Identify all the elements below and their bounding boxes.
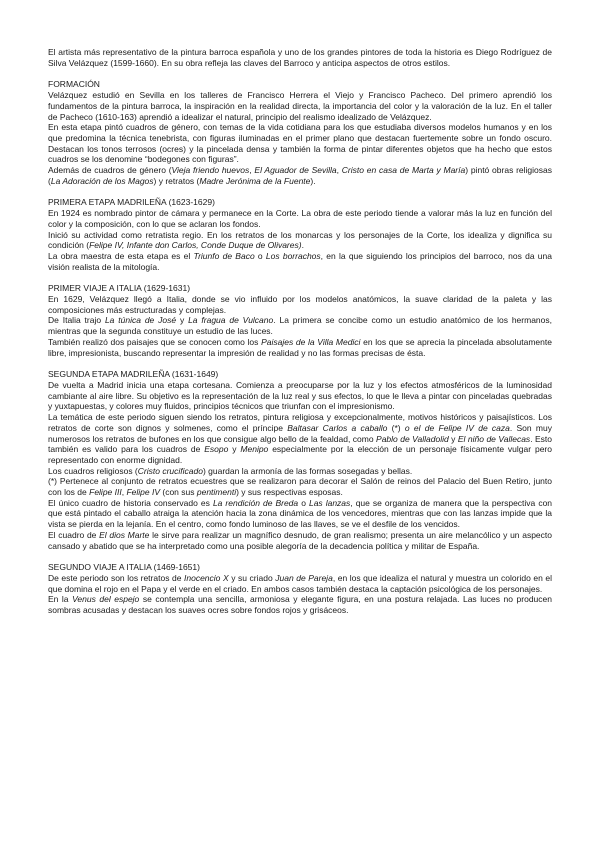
section-paragraph <box>48 315 552 336</box>
section-paragraph <box>48 337 552 358</box>
section-paragraph <box>48 294 552 315</box>
section-3 <box>48 283 552 358</box>
text-run: o <box>298 497 309 508</box>
text-run: (con sus <box>160 487 197 498</box>
text-run: ). <box>310 175 316 186</box>
section-5 <box>48 562 552 616</box>
artwork-title: El niño de Vallecas <box>457 433 531 444</box>
section-paragraph <box>48 573 552 594</box>
artwork-title: Baltasar Carlos a caballo <box>287 422 388 433</box>
section-heading: SEGUNDA ETAPA MADRILEÑA (1631-1649) <box>48 369 219 380</box>
artwork-title: Inocencio X <box>184 572 229 583</box>
text-run: El único cuadro de historia conservado es <box>48 497 213 508</box>
artwork-title: Esopo <box>204 444 229 455</box>
text-run: (*) <box>387 422 405 433</box>
artwork-title: Las lanzas <box>308 497 351 508</box>
section-paragraph <box>48 165 552 186</box>
text-run: Velázquez estudió en Sevilla en los talleres de Francisco Herrera el Viejo y Francisco Pacheco. Del primero aprendió los fundamentos de la pintura barroca, la inspiración en la realidad directa, la importancia del color y la valoración de la luz. En el taller de Pacheco (1610-163) aprendió a idealizar el natural, principio del realismo idealizado de Velázquez. <box>48 90 552 122</box>
artwork-title: Juan de Pareja <box>275 572 333 583</box>
text-run: Además de cuadros de género ( <box>48 165 172 176</box>
artwork-title: Felipe IV <box>126 487 161 498</box>
section-paragraph <box>48 90 552 122</box>
artwork-title: Felipe IV, Infante don Carlos, Conde Duque de Olivares) <box>89 240 302 251</box>
text-run: en los que se aprecia la pincelada absolutamente libre, impresionista, buscando representar la impresión de realidad y no las formas precisas de ésta. <box>48 336 552 358</box>
artwork-title: El dios Marte <box>99 529 150 540</box>
section-paragraph <box>48 380 552 412</box>
text-run: El cuadro de <box>48 529 100 540</box>
text-run: En la <box>48 594 73 605</box>
section-heading: FORMACIÓN <box>48 79 100 90</box>
text-run: De Italia trajo <box>48 315 105 326</box>
text-run: Inició su actividad como retratista regio. En los retratos de los monarcas y los personajes de la Corte, los idealiza y dignifica su condición ( <box>48 229 552 251</box>
section-paragraph <box>48 476 552 497</box>
artwork-title: Vieja friendo huevos <box>171 165 250 176</box>
section-heading: SEGUNDO VIAJE A ITALIA (1469-1651) <box>48 562 200 573</box>
artwork-title: La fragua de Vulcano <box>188 315 274 326</box>
text-run: . Son muy numerosos los retratos de bufones en los que consigue algo bello de la fealdad, como <box>48 422 552 444</box>
artwork-title: pentimenti <box>196 487 237 498</box>
text-run: y <box>448 433 458 444</box>
artwork-title: Felipe III <box>89 487 122 498</box>
section-paragraph <box>48 466 552 477</box>
text-run: ) guardan la armonía de las formas sosegadas y bellas. <box>202 465 413 476</box>
artwork-title: Cristo crucificado <box>137 465 203 476</box>
text-run: y su criado <box>228 572 276 583</box>
text-run: En esta etapa pintó cuadros de género, con temas de la vida cotidiana para los que estudiaba diversos modelos humanos y en los que predomina la técnica tenebrista, con figuras iluminadas en el primer plano que destacan fuertemente sobre un fondo oscuro. Destacan los tonos terrosos (ocres) y la pincelada densa y también la forma de pintar diferentes objetos que ha hecho que estos cuadros se los denomine “bodegones con figuras”. <box>48 122 552 165</box>
text-run: ) y retratos ( <box>153 175 200 186</box>
text-run: o <box>254 250 266 261</box>
section-spacer <box>48 68 552 79</box>
text-run: La obra maestra de esta etapa es el <box>48 250 194 261</box>
text-run: De este periodo son los retratos de <box>48 572 185 583</box>
artwork-title: Cristo en casa de Marta y María <box>341 165 466 176</box>
artwork-title: El Aguador de Sevilla <box>254 165 337 176</box>
section-paragraph <box>48 251 552 272</box>
text-run: especialmente por la elección de un personaje físicamente vulgar pero representado con enorme dignidad. <box>48 444 552 465</box>
section-heading: PRIMERA ETAPA MADRILEÑA (1623-1629) <box>48 197 215 208</box>
artwork-title: La Adoración de los Magos <box>50 175 154 186</box>
section-2 <box>48 197 552 272</box>
artwork-title: Menipo <box>240 444 269 455</box>
text-run: Los cuadros religiosos ( <box>48 465 138 476</box>
text-run: La temática de este periodo siguen siendo los retratos, pintura religiosa y excepcionalmente, motivos históricos y paisajísticos. Los retratos de corte son dignos y solmenes, como el príncipe <box>48 412 552 433</box>
artwork-title: La rendición de Breda <box>212 497 299 508</box>
section-paragraph <box>48 208 552 229</box>
intro-paragraph: El artista más representativo de la pintura barroca española y uno de los grandes pintores de toda la historia es Diego Rodríguez de Silva Velázquez (1599-1660). En su obra refleja las claves del Barroco y anticipa aspectos de otros estilos. <box>48 47 552 68</box>
section-1 <box>48 79 552 186</box>
artwork-title: Venus del espejo <box>72 594 140 605</box>
text-run: ) y sus respectivas esposas. <box>236 487 343 498</box>
section-paragraph <box>48 530 552 551</box>
section-paragraph <box>48 122 552 165</box>
text-run: . <box>301 240 304 251</box>
artwork-title: La túnica de José <box>104 315 177 326</box>
text-run: (*) Pertenece al conjunto de retratos ecuestres que se realizaron para decorar el Salón de reinos del Palacio del Buen Retiro, junto con los de <box>48 476 552 498</box>
text-run: , en la que siguiendo los principios del barroco, nos da una visión realista de la mitología. <box>48 250 552 272</box>
artwork-title: o el de Felipe IV de caza <box>404 422 510 433</box>
section-heading: PRIMER VIAJE A ITALIA (1629-1631) <box>48 283 191 294</box>
section-paragraph <box>48 498 552 530</box>
text-run: , <box>121 487 127 498</box>
text-run: , <box>249 165 255 176</box>
section-paragraph <box>48 594 552 615</box>
text-run: También realizó dos paisajes que se conocen como los <box>48 336 262 347</box>
section-paragraph <box>48 230 552 251</box>
text-run: se contempla una sencilla, armoniosa y elegante figura, en una postura relajada. Las luces no producen sombras acusadas y destacan los suaves ocres sobre fondos rojos y grisáceos. <box>48 594 552 616</box>
section-spacer <box>48 186 552 197</box>
text-run: , que se organiza de manera que la perspectiva con que está pintado el caballo atraiga la atención hacia la zona dinámica de los vencedores, mientras que con las lanzas impide que la vista se pierda en la lejanía. En el centro, como fondo luminoso de las llaves, se ve el desfile de los vencidos. <box>48 497 553 530</box>
text-run: , <box>336 165 342 176</box>
text-run: le sirve para realizar un magnífico desnudo, de gran realismo; presenta un aire melancólico y un aspecto cansado y abatido que se ha interpretado como una posible alegoría de la decadencia política y militar de España. <box>48 529 552 551</box>
section-paragraph <box>48 412 552 466</box>
artwork-title: Los borrachos <box>265 250 321 261</box>
text-run: , en los que idealiza el natural y muestra un colorido en el que domina el rojo en el Papa y el verde en el criado. En ambos casos también destaca la captación psicológica de los personajes. <box>48 572 552 594</box>
text-run: . La primera se concibe como un estudio anatómico de los hermanos, mientras que la segunda constituye un estudio de las luces. <box>48 315 552 337</box>
section-spacer <box>48 551 552 562</box>
text-run: De vuelta a Madrid inicia una etapa cortesana. Comienza a preocuparse por la luz y los efectos atmosféricos de la luminosidad cambiante al aire libre. Su objetivo es la representación de la luz real y sus efectos, lo que le lleva a pintar con pinceladas quebradas y yuxtapuestas, y colores muy fluidos, principios técnicos que triunfan con el impresionismo. <box>48 379 552 412</box>
section-spacer <box>48 358 552 369</box>
section-4 <box>48 369 552 551</box>
document-body <box>48 47 552 616</box>
section-spacer <box>48 272 552 283</box>
artwork-title: Triunfo de Baco <box>193 250 255 261</box>
text-run: . Esto también es valido para los cuadros de <box>48 433 553 455</box>
text-run: En 1629, Velázquez llegó a Italia, donde se vio influido por los modelos anatómicos, la suave claridad de la paleta y las composiciones más estructuradas y complejas. <box>48 294 552 315</box>
artwork-title: Madre Jerónima de la Fuente <box>199 175 311 186</box>
text-run: En 1924 es nombrado pintor de cámara y permanece en la Corte. La obra de este periodo tiende a valorar más la luz en función del color y la composición, con lo que se aclaran los fondos. <box>48 208 552 229</box>
artwork-title: Pablo de Valladolid <box>376 433 449 444</box>
artwork-title: Paisajes de la Villa Medici <box>261 336 361 347</box>
text-run: y <box>228 444 241 455</box>
text-run: y <box>176 315 189 326</box>
text-run: ) pintó obras religiosas ( <box>48 165 553 186</box>
